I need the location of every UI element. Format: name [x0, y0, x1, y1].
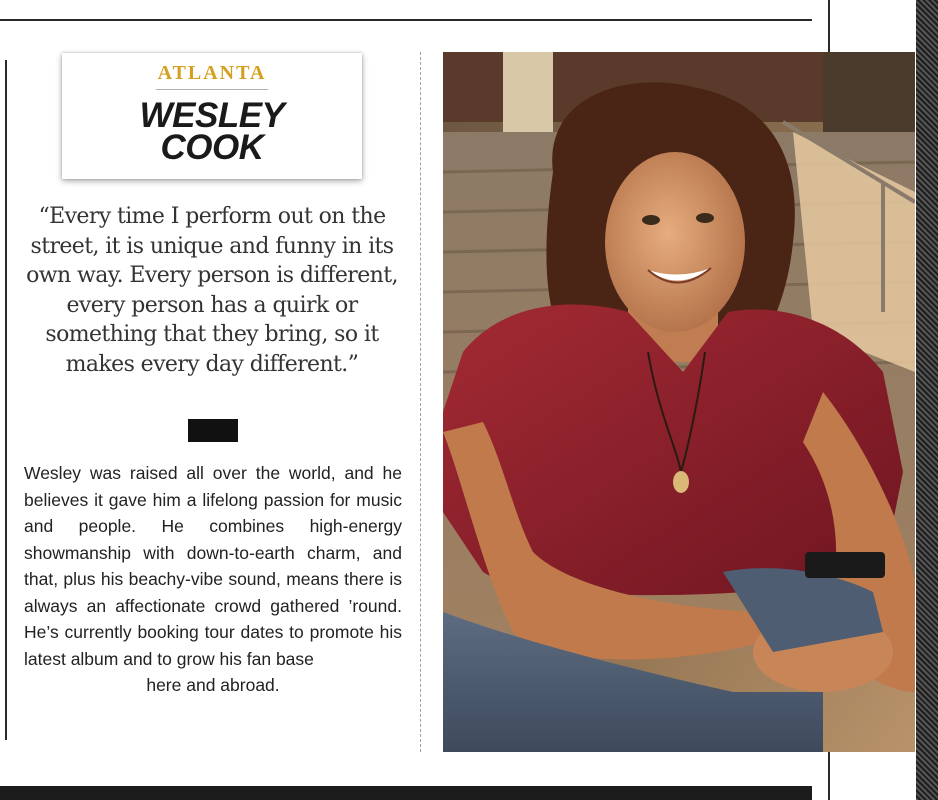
portrait-photo: [443, 52, 915, 752]
city-label: ATLANTA: [157, 62, 267, 84]
bottom-bar: [0, 786, 812, 800]
left-column-rule: [5, 60, 7, 740]
top-rule: [0, 19, 812, 21]
last-name: COOK: [160, 128, 264, 167]
column-divider: [420, 52, 421, 752]
article-body: [24, 460, 402, 699]
article-last-line: here and abroad.: [146, 675, 280, 695]
name-card: [62, 53, 362, 179]
article-text: Wesley was raised all over the world, and he believes it gave him a lifelong passion for music and people. He combines high-energy showmanship with down-to-earth charm, and that, plus his beachy-vibe sound, means there is always an affectionate crowd gathered ’round. He’s currently booking tour dates to promote his latest album and to grow his fan base: [24, 463, 402, 669]
pull-quote: “Every time I perform out on the street, it is unique and funny in its own way. Every person is different, every person has a quirk or something that they bring, so it makes every day different.”: [26, 204, 398, 377]
first-name: WESLEY: [139, 96, 285, 135]
right-rule-top: [828, 0, 830, 52]
right-rule-bottom: [828, 752, 830, 800]
quote-separator-bar: [188, 419, 238, 442]
card-divider: [156, 89, 268, 90]
page-edge-strip: [916, 0, 938, 800]
